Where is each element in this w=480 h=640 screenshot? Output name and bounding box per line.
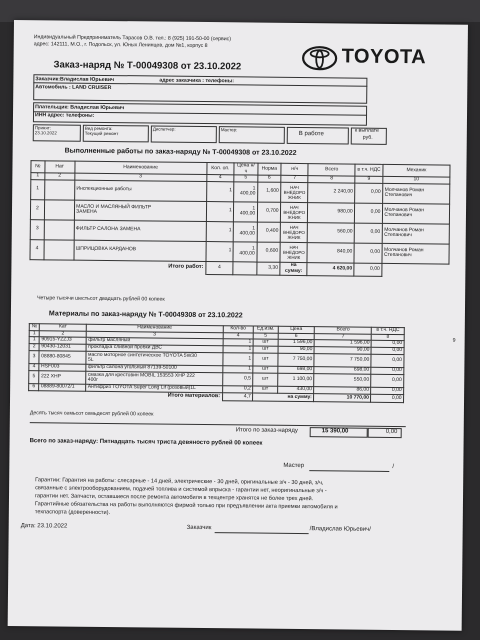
mat-total: 90,00 <box>314 347 371 355</box>
guarantee-line: Гарантийные обязательства на работы выполняются фирмой только при предъявлении акта приемки автомобиля и <box>34 501 338 511</box>
materials-title: Материалы по заказ-наряду № Т-00049308 от 23.10.2022 <box>48 310 243 320</box>
mat-unit: шт <box>253 386 278 393</box>
guarantee-line: техпаспорта (доверенности). <box>34 509 111 517</box>
works-num: 10 <box>383 177 450 184</box>
mat-cat: 08880-80845 <box>39 351 86 364</box>
mat-vat: 0,00 <box>371 387 404 394</box>
mat-unit: шт <box>253 373 278 386</box>
mat-total: 7 750,00 <box>314 354 371 368</box>
customer-sign-name: /Владислав Юрьевич/ <box>309 526 371 533</box>
works-col-n: № <box>31 161 45 173</box>
mat-num: 2 <box>39 330 86 337</box>
mat-price: 90,00 <box>278 346 315 353</box>
mat-price: 698,00 <box>277 366 314 373</box>
work-price: 1 400,00 <box>234 182 258 202</box>
mat-cat: 08889-80072/1 <box>39 384 86 391</box>
mat-col-cat: Кат <box>39 324 86 331</box>
guarantee-line: связанные с электрооборудованием, подачей топлива и системой впрыска - гарантии нет, неоригинальные з/ч - <box>35 485 327 495</box>
mat-n: 6 <box>29 384 39 391</box>
mat-col-unit: Ед.изм. <box>253 326 278 333</box>
mat-col-total: Всего <box>315 327 372 334</box>
materials-total-vat: 0,00 <box>371 394 404 402</box>
mat-num: 6 <box>278 333 315 340</box>
works-num: 7 <box>281 175 308 182</box>
mat-qty: 1 <box>223 346 254 353</box>
work-mechanic: Молчанов Роман Степанович <box>382 183 449 204</box>
background-top <box>0 0 480 22</box>
mat-total: 698,00 <box>314 367 371 375</box>
customer-sign-label: Заказчик <box>186 524 212 532</box>
mat-col-vat: в т.ч. НДС <box>372 327 405 334</box>
work-norm: 0,700 <box>257 202 281 222</box>
mat-cat: HSF003 <box>39 364 86 371</box>
work-price: 1 400,00 <box>233 242 257 262</box>
mat-qty: 1 <box>222 353 253 366</box>
work-vat: 0,00 <box>354 243 382 263</box>
status-badge: В работе <box>298 130 324 138</box>
company-line-1: Индивидуальный Предприниматель Тарасов О.В. тел.: 8 (925) 191-50-00 (сервис) <box>33 34 231 43</box>
work-total: 560,00 <box>308 222 355 242</box>
mat-cat: 90915-YZZJ3 <box>39 337 86 344</box>
mat-unit: шт <box>253 366 278 373</box>
mat-qty: 1 <box>222 366 253 373</box>
work-price: 1 400,00 <box>233 222 257 242</box>
works-col-norm: Норма <box>258 163 282 175</box>
work-n: 1 <box>31 179 45 199</box>
work-total: 2 240,00 <box>308 182 355 202</box>
mat-num: 5 <box>253 333 278 340</box>
summary-value: 15 390,00 <box>321 428 349 435</box>
mat-qty: 1 <box>223 339 254 346</box>
materials-total-label: Итого материалов: <box>29 391 223 401</box>
payer-name: Плательщик: Владислав Юрьевич <box>35 104 125 112</box>
works-total-sum-label: на сумму: <box>280 262 307 275</box>
work-qty: 1 <box>206 221 234 241</box>
work-total: 980,00 <box>308 202 355 222</box>
works-col-price: Цена н/ч <box>234 163 258 175</box>
customer-sign-line <box>215 532 309 534</box>
work-nh: НАЧ ВНЕДОРО ЖНИК <box>281 182 309 202</box>
works-total-norm: 3,30 <box>257 262 281 275</box>
accepted-label: Принят: <box>34 125 51 131</box>
mat-name: фильтр масляный <box>86 337 223 345</box>
mat-col-price: Цена <box>278 326 315 333</box>
works-title: Выполненные работы по заказ-наряду № Т-00049308 от 23.10.2022 <box>64 147 297 157</box>
work-name: Инспекционные работы <box>74 180 206 201</box>
guarantee-line: гарантии нет. Запчасти, оставшиеся после ремонта автомобиля в техцентре хранятся не более трех дней. <box>34 493 314 503</box>
work-nh: НАЧ ВНЕДОРО ЖНИК <box>280 202 308 222</box>
works-rows <box>30 179 450 276</box>
summary-label: Итого по заказ-наряду <box>235 427 298 434</box>
materials-total-sum: 10 770,00 <box>314 394 371 403</box>
work-n: 3 <box>30 219 44 239</box>
mat-vat: 0,00 <box>371 374 404 387</box>
work-name: МАСЛО И МАСЛЯНЫЙ ФИЛЬТР ЗАМЕНА <box>74 200 206 221</box>
works-total-sum: 4 620,00 <box>307 262 354 275</box>
car-model: Автомобиль : LAND CRUISER <box>35 84 112 92</box>
work-n: 4 <box>30 239 44 259</box>
works-total-empty <box>382 263 449 277</box>
mat-total: 550,00 <box>314 374 371 388</box>
mat-unit: шт <box>253 353 278 366</box>
mat-name: прокладка сливной пробки ДВС <box>86 344 223 352</box>
master-label: Мастер: <box>220 127 238 133</box>
work-norm: 0,600 <box>257 242 281 262</box>
work-mechanic: Молчанов Роман Степанович <box>382 203 449 224</box>
mat-n: 1 <box>29 337 39 344</box>
work-nat <box>44 220 74 240</box>
works-table <box>29 160 450 277</box>
mat-num: 4 <box>223 332 254 339</box>
works-col-name: Наименование <box>75 161 207 175</box>
works-total-qty: 4 <box>205 261 233 274</box>
materials-total-sum-label: на сумму: <box>253 393 314 402</box>
works-col-vat: в т.ч. НДС <box>355 164 383 176</box>
mat-total: 86,00 <box>314 387 371 395</box>
customer-address: адрес заказчика : телефоны: <box>159 77 234 85</box>
guarantee-terms <box>35 476 338 519</box>
order-title: Заказ-наряд № Т-00049308 от 23.10.2022 <box>53 59 242 73</box>
works-num: 8 <box>308 176 355 183</box>
works-col-qty: Кол. оп. <box>206 163 234 175</box>
materials-sum-in-words: Десять тысяч семьсот семьдесят рублей 00 копеек <box>29 410 154 418</box>
document-date: Дата: 23.10.2022 <box>20 523 68 530</box>
mat-vat: 0,00 <box>371 367 404 374</box>
work-price: 1 400,00 <box>234 202 258 222</box>
mat-n: 4 <box>29 364 39 371</box>
work-qty: 1 <box>206 241 234 261</box>
works-num: 3 <box>74 173 206 181</box>
mat-col-qty: Кол-во <box>223 326 254 333</box>
mat-cat: 90430-12031 <box>39 344 86 351</box>
dispatcher-label: Диспетчер: <box>152 126 176 132</box>
summary-vat: 0,00 <box>385 428 398 436</box>
works-num: 5 <box>234 175 257 182</box>
mat-col-name: Наименование <box>86 324 223 332</box>
mat-name: фильтр салона угольный 87139-50100 <box>86 364 223 372</box>
works-col-nh: н/ч <box>281 163 308 175</box>
work-nat <box>44 240 74 260</box>
side-mark: 9 <box>452 337 456 344</box>
mat-unit: шт <box>253 339 278 346</box>
customer-name: Заказчик:Владислав Юрьевич <box>35 76 115 84</box>
work-norm: 0,400 <box>257 222 281 242</box>
mat-qty: 0,5 <box>222 373 253 386</box>
mat-price: 430,00 <box>277 386 314 393</box>
mat-col-n: № <box>29 324 39 331</box>
work-vat: 0,00 <box>355 183 383 203</box>
mat-n: 5 <box>29 371 39 384</box>
work-nat <box>44 180 74 200</box>
mat-price: 1 100,00 <box>277 373 314 386</box>
mat-name: масло моторное синтетическое TOYOTA 5W30 5L <box>86 351 223 365</box>
mat-vat: 0,00 <box>371 340 404 347</box>
work-nh: НАЧ ВНЕДОРО ЖНИК <box>280 222 308 242</box>
works-total-vat: 0,00 <box>354 263 382 276</box>
mat-num: 8 <box>372 334 405 341</box>
mat-vat: 0,00 <box>371 347 404 354</box>
works-num: 4 <box>206 175 234 182</box>
mat-unit: шт <box>253 346 278 353</box>
company-line-2: адрес: 142111, М.О., г. Подольск, ул. Юных Ленинцев, дом №1, корпус 8 <box>33 41 208 50</box>
master-sign-tail: / <box>392 463 395 471</box>
payer-inn: ИНН адрес: телефоны: <box>34 112 95 119</box>
works-col-total: Всего <box>308 164 355 177</box>
work-nh: НАЧ ВНЕДОРО ЖНИК <box>280 242 308 262</box>
mat-n: 2 <box>29 344 39 351</box>
works-num: 6 <box>257 175 280 182</box>
work-vat: 0,00 <box>354 223 382 243</box>
works-sum-in-words: Четыре тысячи шестьсот двадцать рублей 00 копеек <box>37 295 165 303</box>
summary-divider <box>30 422 406 427</box>
work-norm: 1,600 <box>257 182 281 202</box>
mat-n: 3 <box>29 351 39 364</box>
works-col-mech: Механик <box>383 164 450 177</box>
materials-total-qty: 4,7 <box>222 393 253 401</box>
work-order-document <box>8 20 468 631</box>
works-num: 1 <box>31 173 45 180</box>
brand-wordmark: TOYOTA <box>341 45 427 69</box>
works-col-nat: Нат <box>45 161 75 173</box>
works-total-label: Итого работ: <box>30 259 206 274</box>
work-nat <box>44 200 74 220</box>
cash-label: к выплате <box>354 127 379 134</box>
toyota-emblem-icon <box>301 45 337 71</box>
guarantee-line: Гарантии: Гарантия на работы: слесарные - 14 дней, электрические - 30 дней, оригинальные з/ч - 30 дней, з/ч, <box>35 477 324 487</box>
cash-value: руб. <box>362 134 373 141</box>
works-total-blank <box>233 262 257 275</box>
mat-name: Антифриз TOYOTA Super Long Lif (розовый)1L <box>86 384 223 392</box>
mat-qty: 0,2 <box>222 386 253 393</box>
mat-cat: 222 XHP <box>39 371 86 384</box>
work-vat: 0,00 <box>355 203 383 223</box>
work-name: ШПРИЦОВКА КАРДАНОВ <box>74 240 206 261</box>
mat-price: 1 596,00 <box>278 339 315 346</box>
mat-name: смазка для крестовин MOBIL 153553 XHP 222 400г <box>86 371 223 385</box>
master-sign-line <box>309 470 389 472</box>
materials-table <box>28 323 405 403</box>
master-sign-label: Мастер <box>283 462 305 470</box>
repair-label: Вид ремонта: <box>84 125 113 132</box>
repair-type: Текущий ремонт <box>84 130 119 137</box>
mat-num: 7 <box>314 333 371 340</box>
work-qty: 1 <box>206 181 234 201</box>
mat-price: 7 750,00 <box>278 353 315 366</box>
accepted-date: 23.10.2022 <box>34 130 57 136</box>
work-mechanic: Молчанов Роман Степанович <box>382 243 449 264</box>
work-mechanic: Молчанов Роман Степанович <box>382 223 449 244</box>
mat-vat: 0,00 <box>371 354 404 367</box>
work-total: 840,00 <box>307 242 354 262</box>
works-num: 9 <box>355 176 383 183</box>
summary-in-words: Всего по заказ-наряду: Пятнадцать тысяч триста девяносто рублей 00 копеек <box>29 438 263 447</box>
work-name: ФИЛЬТР САЛОНА ЗАМЕНА <box>74 220 206 241</box>
materials-rows <box>29 337 405 403</box>
mat-num: 3 <box>86 331 223 339</box>
mat-num: 1 <box>29 330 39 337</box>
works-num: 2 <box>45 173 75 180</box>
mat-total: 1 596,00 <box>314 340 371 348</box>
work-qty: 1 <box>206 201 234 221</box>
work-n: 2 <box>30 199 44 219</box>
